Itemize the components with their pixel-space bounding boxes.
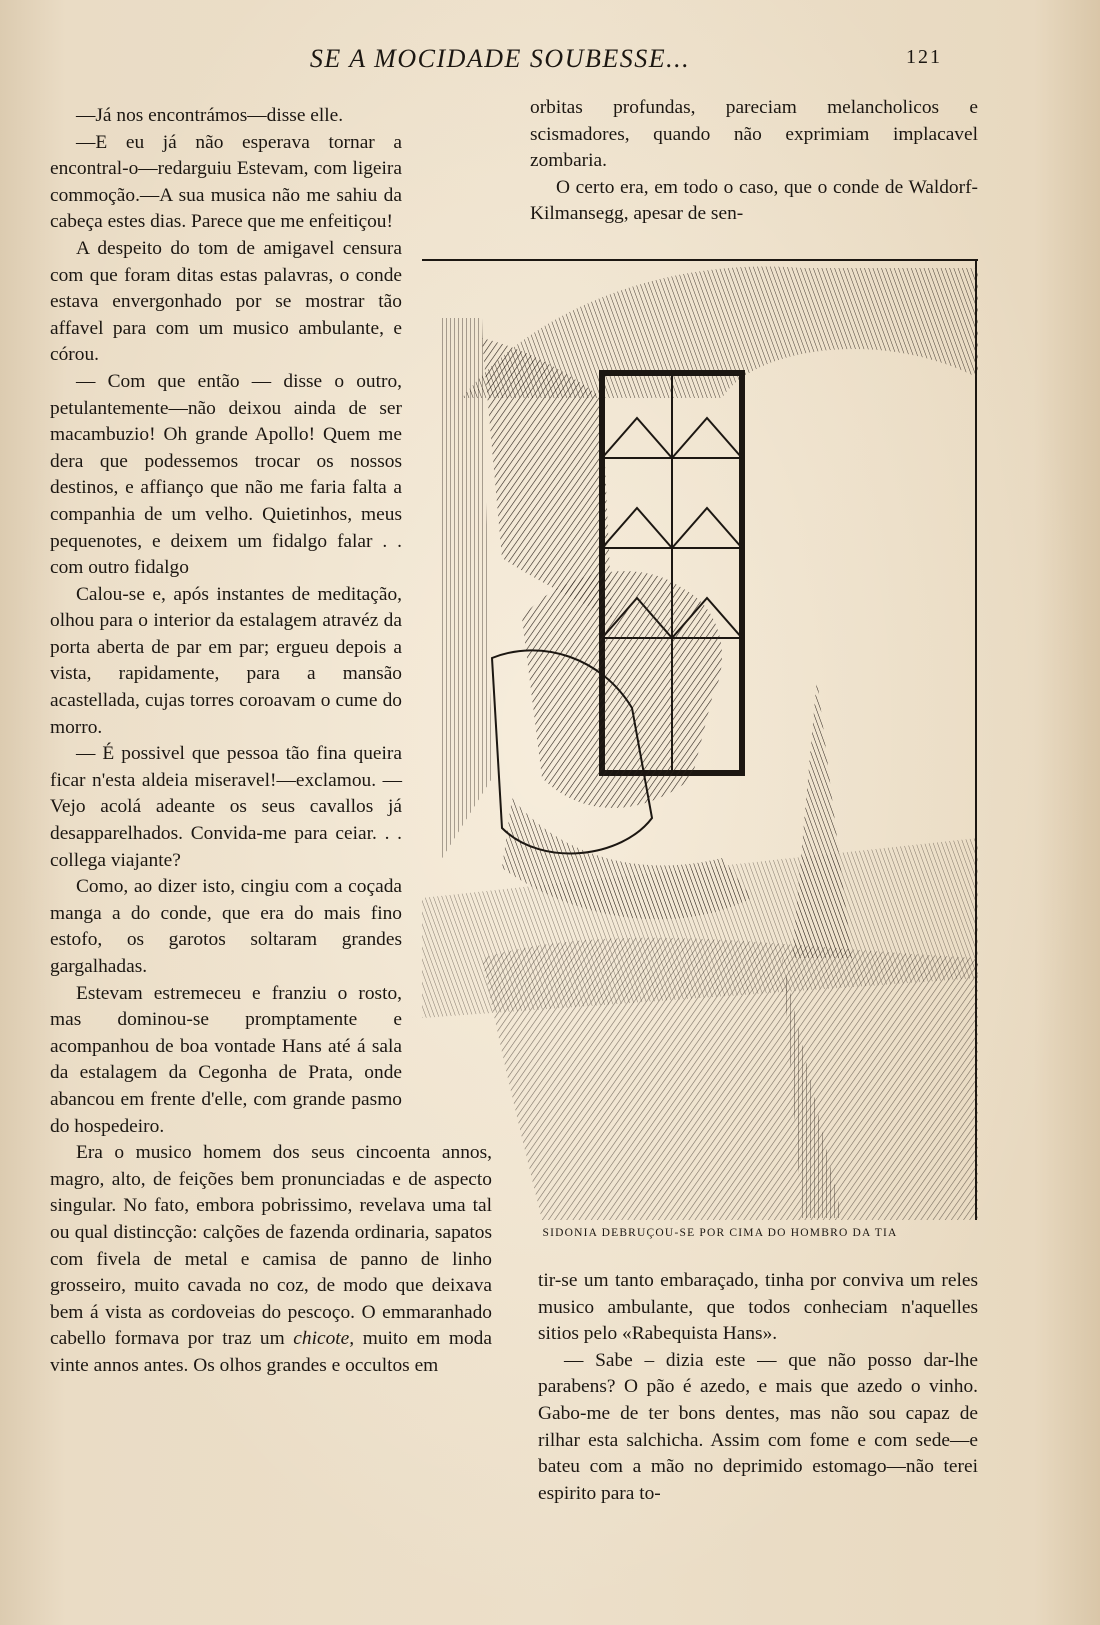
- paragraph-text: Era o musico homem dos seus cincoenta annos, magro, alto, de feições bem pronunciadas e de aspecto singular. No fato, embora pobrissimo, revelava uma tal ou qual distincção: calções de fazenda ordinaria, sapatos com fivela de metal e camisa de panno de linho grosseiro, muito cavada no coz, de modo que deixava bem á vista as cordoveias do pescoço. O emmaranhado cabello formava por traz um: [50, 1142, 492, 1350]
- paragraph: A despeito do tom de amigavel censura com que foram ditas estas palavras, o conde estava envergonhado por se mostrar tão affavel para com um musico ambulante, e córou.: [50, 237, 402, 366]
- paragraph: Como, ao dizer isto, cingiu com a coçada manga a do conde, que era do mais fino estofo, os garotos soltaram grandes gargalhadas.: [50, 876, 402, 977]
- illustration: [422, 258, 978, 1220]
- paragraph: — Sabe – dizia este — que não posso dar-lhe parabens? O pão é azedo, e mais que azedo o vinho. Gabo-me de ter bons dentes, mas não sou capaz de rilhar esta salchicha. Assim com fome e com sede—e bateu com a mão no deprimido estomago—não terei espirito para to-: [538, 1349, 978, 1504]
- illustration-caption: SIDONIA DEBRUÇOU-SE POR CIMA DO HOMBRO DA TIA: [542, 1227, 898, 1239]
- left-column: [50, 103, 492, 1380]
- roof-tiles: [482, 938, 978, 1220]
- wall-left: [442, 318, 492, 858]
- right-column-top: [530, 95, 978, 228]
- figure-woman-hair: [522, 571, 722, 808]
- right-column-bottom: [538, 1268, 978, 1507]
- paragraph: —E eu já não esperava tornar a encontral-o—redarguiu Estevam, com ligeira commoção.—A sua musica não me sahiu da cabeça estes dias. Parece que me enfeitiçou!: [50, 131, 402, 233]
- paragraph: — É possivel que pessoa tão fina queira ficar n'esta aldeia miseravel!—exclamou. — Vejo acolá adeante os seus cavallos já desapparelhados. Convida-me para ceiar. . . collega viajante?: [50, 743, 402, 871]
- engraving-image: [422, 258, 978, 1220]
- paragraph: —Já nos encontrámos—disse elle.: [76, 105, 344, 126]
- paragraph: Calou-se e, após instantes de meditação, olhou para o interior da estalagem atravéz da porta aberta de par em par; ergueu depois a vista, rapidamente, para a mansão acastellada, cujas torres coroavam o cume do morro.: [50, 583, 402, 738]
- paragraph: O certo era, em todo o caso, que o conde de Waldorf-Kilmansegg, apesar de sen-: [530, 176, 978, 225]
- paragraph: orbitas profundas, pareciam melancholicos e scismadores, quando não exprimiam implacavel zombaria.: [530, 97, 978, 172]
- page-number: 121: [906, 46, 942, 68]
- italic-word: chicote,: [293, 1328, 355, 1350]
- paragraph: — Com que então — disse o outro, petulantemente—não deixou ainda de ser macambuzio! Oh grande Apollo! Quem me dera que podessemos trocar os nossos destinos, e affianço que não me faria falta a companhia de um velho. Quietinhos, meus pequenotes, e deixem um fidalgo falar . . com outro fidalgo: [50, 370, 402, 579]
- running-title: SE A MOCIDADE SOUBESSE...: [309, 44, 691, 73]
- paragraph: Estevam estremeceu e franziu o rosto, mas dominou-se promptamente e acompanhou de boa vontade Hans até á sala da estalagem da Cegonha de Prata, onde abancou em frente d'elle, com grande pasmo do hospedeiro.: [50, 982, 402, 1137]
- paragraph-text-end: muito em moda vinte annos antes. Os olhos grandes e occultos em: [50, 1328, 492, 1376]
- paragraph: tir-se um tanto embaraçado, tinha por conviva um reles musico ambulante, que todos conheciam n'aquelles sitios pelo «Rabequista Hans».: [538, 1270, 978, 1345]
